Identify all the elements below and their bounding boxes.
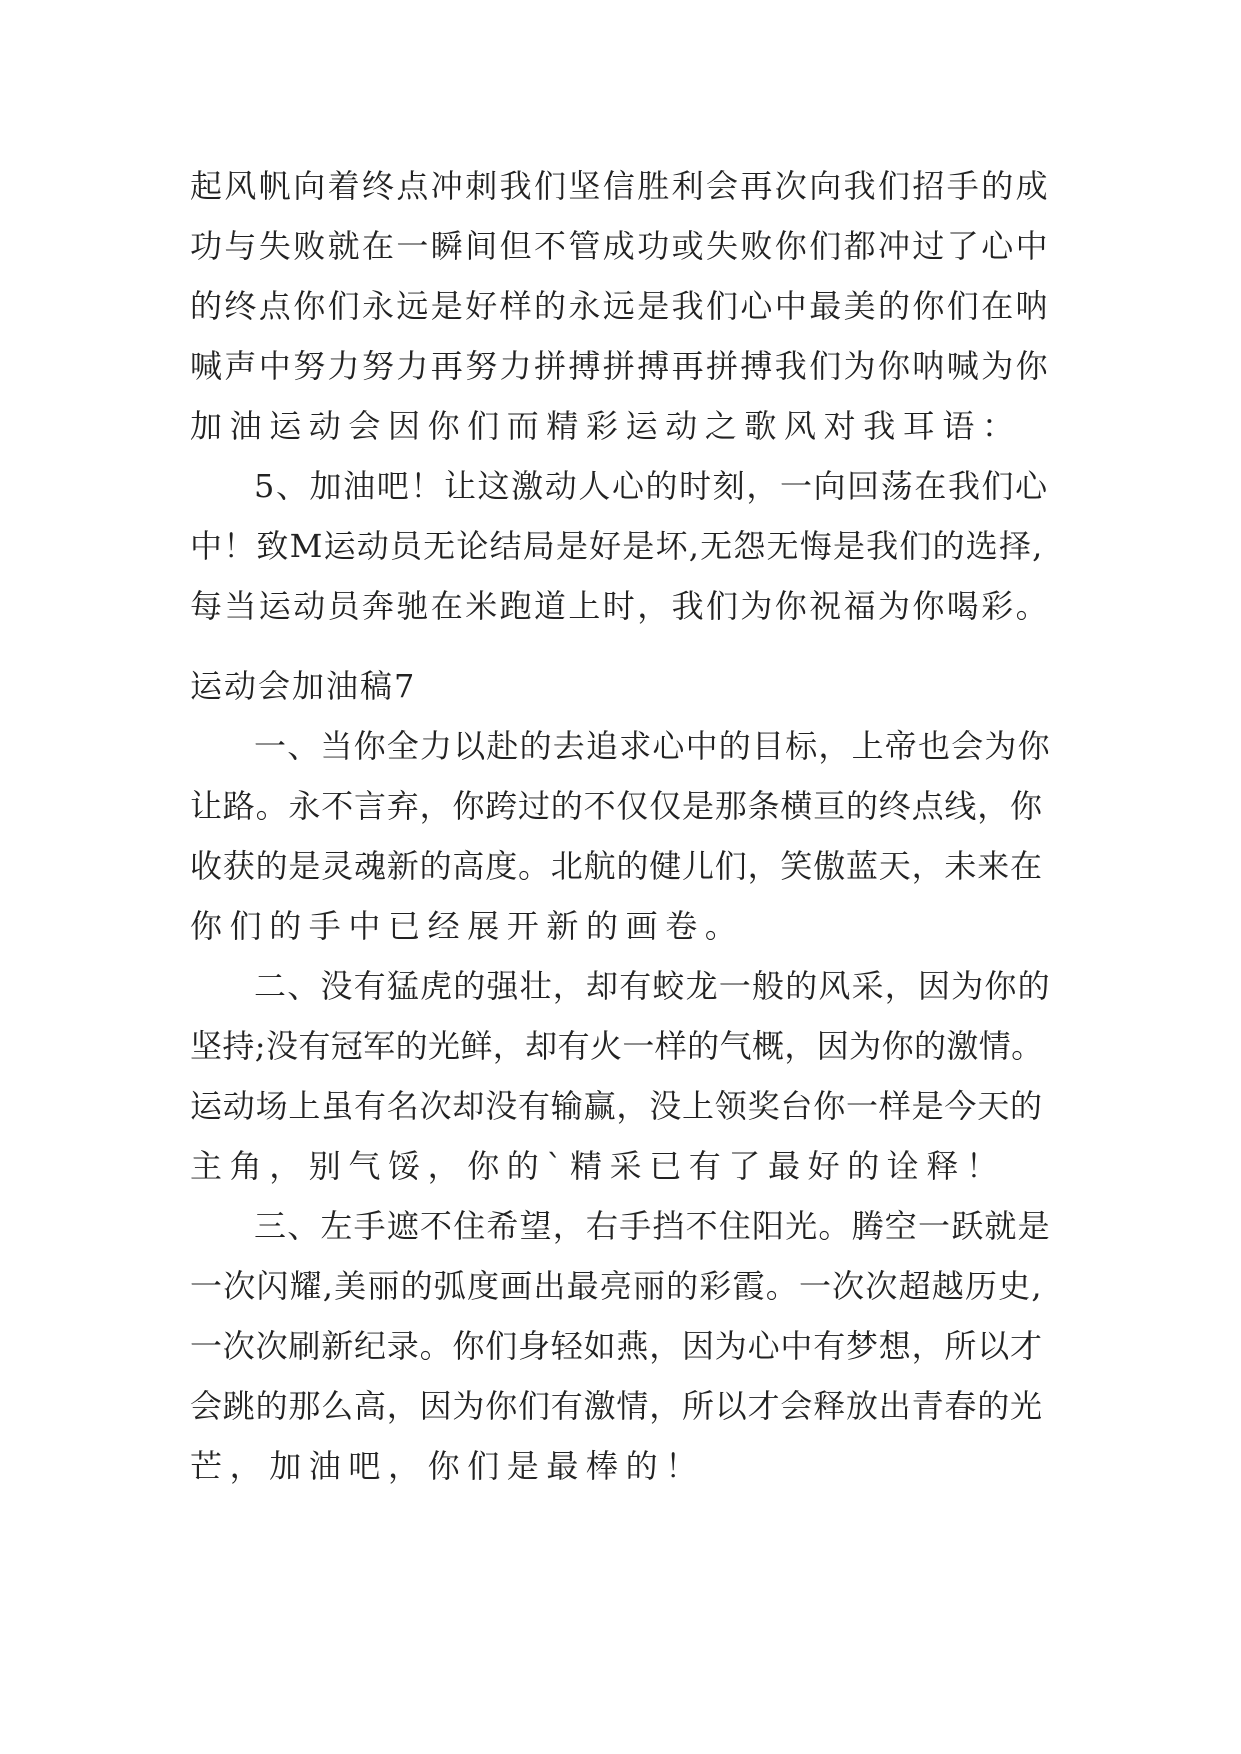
paragraph-3-line: 芒，加油吧，你们是最棒的！ (190, 1447, 705, 1485)
item-5-line: 中！致M运动员无论结局是好是坏,无怨无悔是我们的选择, (190, 527, 1044, 565)
text-line: 喊声中努力努力再努力拼搏拼搏再拼搏我们为你呐喊为你 (190, 347, 1051, 385)
paragraph-2-line: 坚持;没有冠军的光鲜，却有火一样的气概，因为你的激情。 (190, 1027, 1044, 1065)
paragraph-3-line: 会跳的那么高，因为你们有激情，所以才会释放出青春的光 (190, 1387, 1043, 1425)
paragraph-3-line: 三、左手遮不住希望，右手挡不住阳光。腾空一跃就是 (254, 1207, 1051, 1245)
item-5-line: 每当运动员奔驰在米跑道上时，我们为你祝福为你喝彩。 (190, 587, 1051, 625)
text-line: 加油运动会因你们而精彩运动之歌风对我耳语： (190, 407, 1022, 445)
paragraph-3-line: 一次闪耀,美丽的弧度画出最亮丽的彩霞。一次次超越历史, (190, 1267, 1043, 1305)
paragraph-1-line: 收获的是灵魂新的高度。北航的健儿们，笑傲蓝天，未来在 (190, 847, 1043, 885)
text-line: 起风帆向着终点冲刺我们坚信胜利会再次向我们招手的成 (190, 167, 1051, 205)
paragraph-3-line: 一次次刷新纪录。你们身轻如燕，因为心中有梦想，所以才 (190, 1327, 1043, 1365)
paragraph-1-line: 让路。永不言弃，你跨过的不仅仅是那条横亘的终点线，你 (190, 787, 1043, 825)
continued-text-block (190, 156, 1050, 636)
text-line: 功与失败就在一瞬间但不管成功或失败你们都冲过了心中 (190, 227, 1051, 265)
text-line: 的终点你们永远是好样的永远是我们心中最美的你们在呐 (190, 287, 1051, 325)
paragraph-2-line: 运动场上虽有名次却没有输赢，没上领奖台你一样是今天的 (190, 1087, 1043, 1125)
section-title: 运动会加油稿7 (190, 667, 417, 705)
paragraph-2-line: 主角，别气馁，你的`精采已有了最好的诠释！ (190, 1147, 1006, 1185)
paragraph-1-line: 一、当你全力以赴的去追求心中的目标，上帝也会为你 (254, 727, 1051, 765)
item-5-line: 5、加油吧！让这激动人心的时刻，一向回荡在我们心 (254, 467, 1049, 505)
paragraph-2-line: 二、没有猛虎的强壮，却有蛟龙一般的风采，因为你的 (254, 967, 1051, 1005)
paragraph-1-line: 你们的手中已经展开新的画卷。 (190, 907, 745, 945)
section-7-block (190, 656, 1050, 1496)
